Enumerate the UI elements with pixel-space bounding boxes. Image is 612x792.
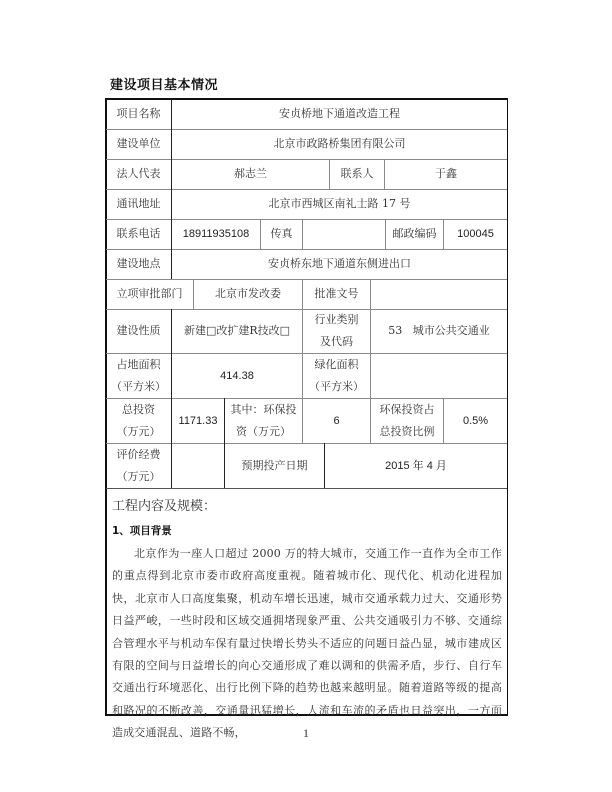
fax-value [303,219,385,249]
green-area-label [303,353,370,398]
section-title: 建设项目基本情况 [110,78,219,93]
postcode-label: 邮政编码 [392,227,437,240]
production-date-label: 预期投产日期 [241,458,308,472]
contact-label: 联系人 [340,167,374,180]
address-label: 通讯地址 [116,197,161,210]
investment-value: 1171.33 [178,414,218,427]
contact-value: 于鑫 [435,167,457,180]
investment-label-line2: （万元） [116,424,161,438]
project-name-label: 项目名称 [116,107,161,120]
approval-dept-value: 北京市发改委 [215,287,281,300]
row-divider [106,488,507,489]
env-ratio-value: 0.5% [462,414,489,427]
industry-value: 53 城市公共交通业 [388,324,490,337]
industry-label [303,309,370,353]
construction-unit-label: 建设单位 [116,137,161,150]
approval-doc-value [371,279,507,309]
production-date-value: 2015 年 4 月 [385,459,447,472]
site-label: 建设地点 [116,257,161,270]
green-area-label-line1: 绿化面积 [314,357,359,371]
legal-rep-value: 郝志兰 [234,167,267,180]
legal-rep-label: 法人代表 [116,167,161,180]
fax-label: 传真 [270,227,293,240]
project-name-value: 安贞桥地下通道改造工程 [279,107,400,120]
evaluation-fee-value [172,443,224,488]
env-investment-value: 6 [333,414,340,427]
approval-dept-label: 立项审批部门 [116,287,183,300]
site-value: 安贞桥东地下通道东侧进出口 [268,257,411,270]
investment-label-line1: 总投资 [122,402,155,416]
area-label-line2: （平方米） [111,379,166,393]
evaluation-fee-label-line2: （万元） [116,469,161,483]
background-subheading: 1、项目背景 [112,525,172,537]
env-investment-label-line1: 其中：环保投 [230,402,297,416]
area-label-line1: 占地面积 [116,357,161,371]
green-area-value [371,353,507,398]
green-area-label-line2: （平方米） [309,379,364,393]
construction-unit-value: 北京市政路桥集团有限公司 [273,137,406,150]
phone-value: 18911935108 [182,228,250,240]
postcode-value: 100045 [457,228,494,240]
area-label [106,353,171,398]
industry-label-line2: 及代码 [320,335,353,348]
nature-label: 建设性质 [116,324,161,337]
env-investment-label [225,398,302,443]
page-number: 1 [303,726,309,740]
env-ratio-label [371,398,443,443]
evaluation-fee-label-line1: 评价经费 [116,447,161,461]
investment-label [106,398,171,443]
env-ratio-label-line2: 总投资比例 [379,424,435,438]
approval-doc-label: 批准文号 [314,287,359,300]
content-heading: 工程内容及规模： [112,499,217,514]
industry-label-line1: 行业类别 [314,313,359,326]
background-paragraph: 北京作为一座人口超过 2000 万的特大城市，交通工作一直作为全市工作的重点得到北京市委市政府高度重视。随着城市化、现代化、机动化进程加快，北京市人口高度集聚，机动车增长迅速，城市交通承载力过大、交通形势日益严峻，一些时段和区域交通拥堵现象严重、公共交通吸引力不够、交通综合管理水平与机动车保有量过快增长势头不适应的问题日益凸显，城市建成区有限的空间与日益增长的向心交通形成了难以调和的供需矛盾，步行、自行车交通出行环境恶化、出行比例下降的趋势也越来越明显。随着道路等级的提高和路况的不断改善，交通量迅猛增长，人流和车流的矛盾也日益突出，一方面造成交通混乱、道路不畅， [112,547,502,740]
area-value: 414.38 [220,369,254,382]
project-content-section [112,490,502,745]
env-ratio-label-line1: 环保投资占 [379,402,435,416]
env-investment-label-line2: 资（万元） [236,424,291,438]
evaluation-fee-label [106,443,171,488]
phone-label: 联系电话 [116,227,161,240]
nature-value: 新建□改扩建R技改□ [183,324,291,337]
address-value: 北京市西城区南礼士路 17 号 [268,197,411,210]
